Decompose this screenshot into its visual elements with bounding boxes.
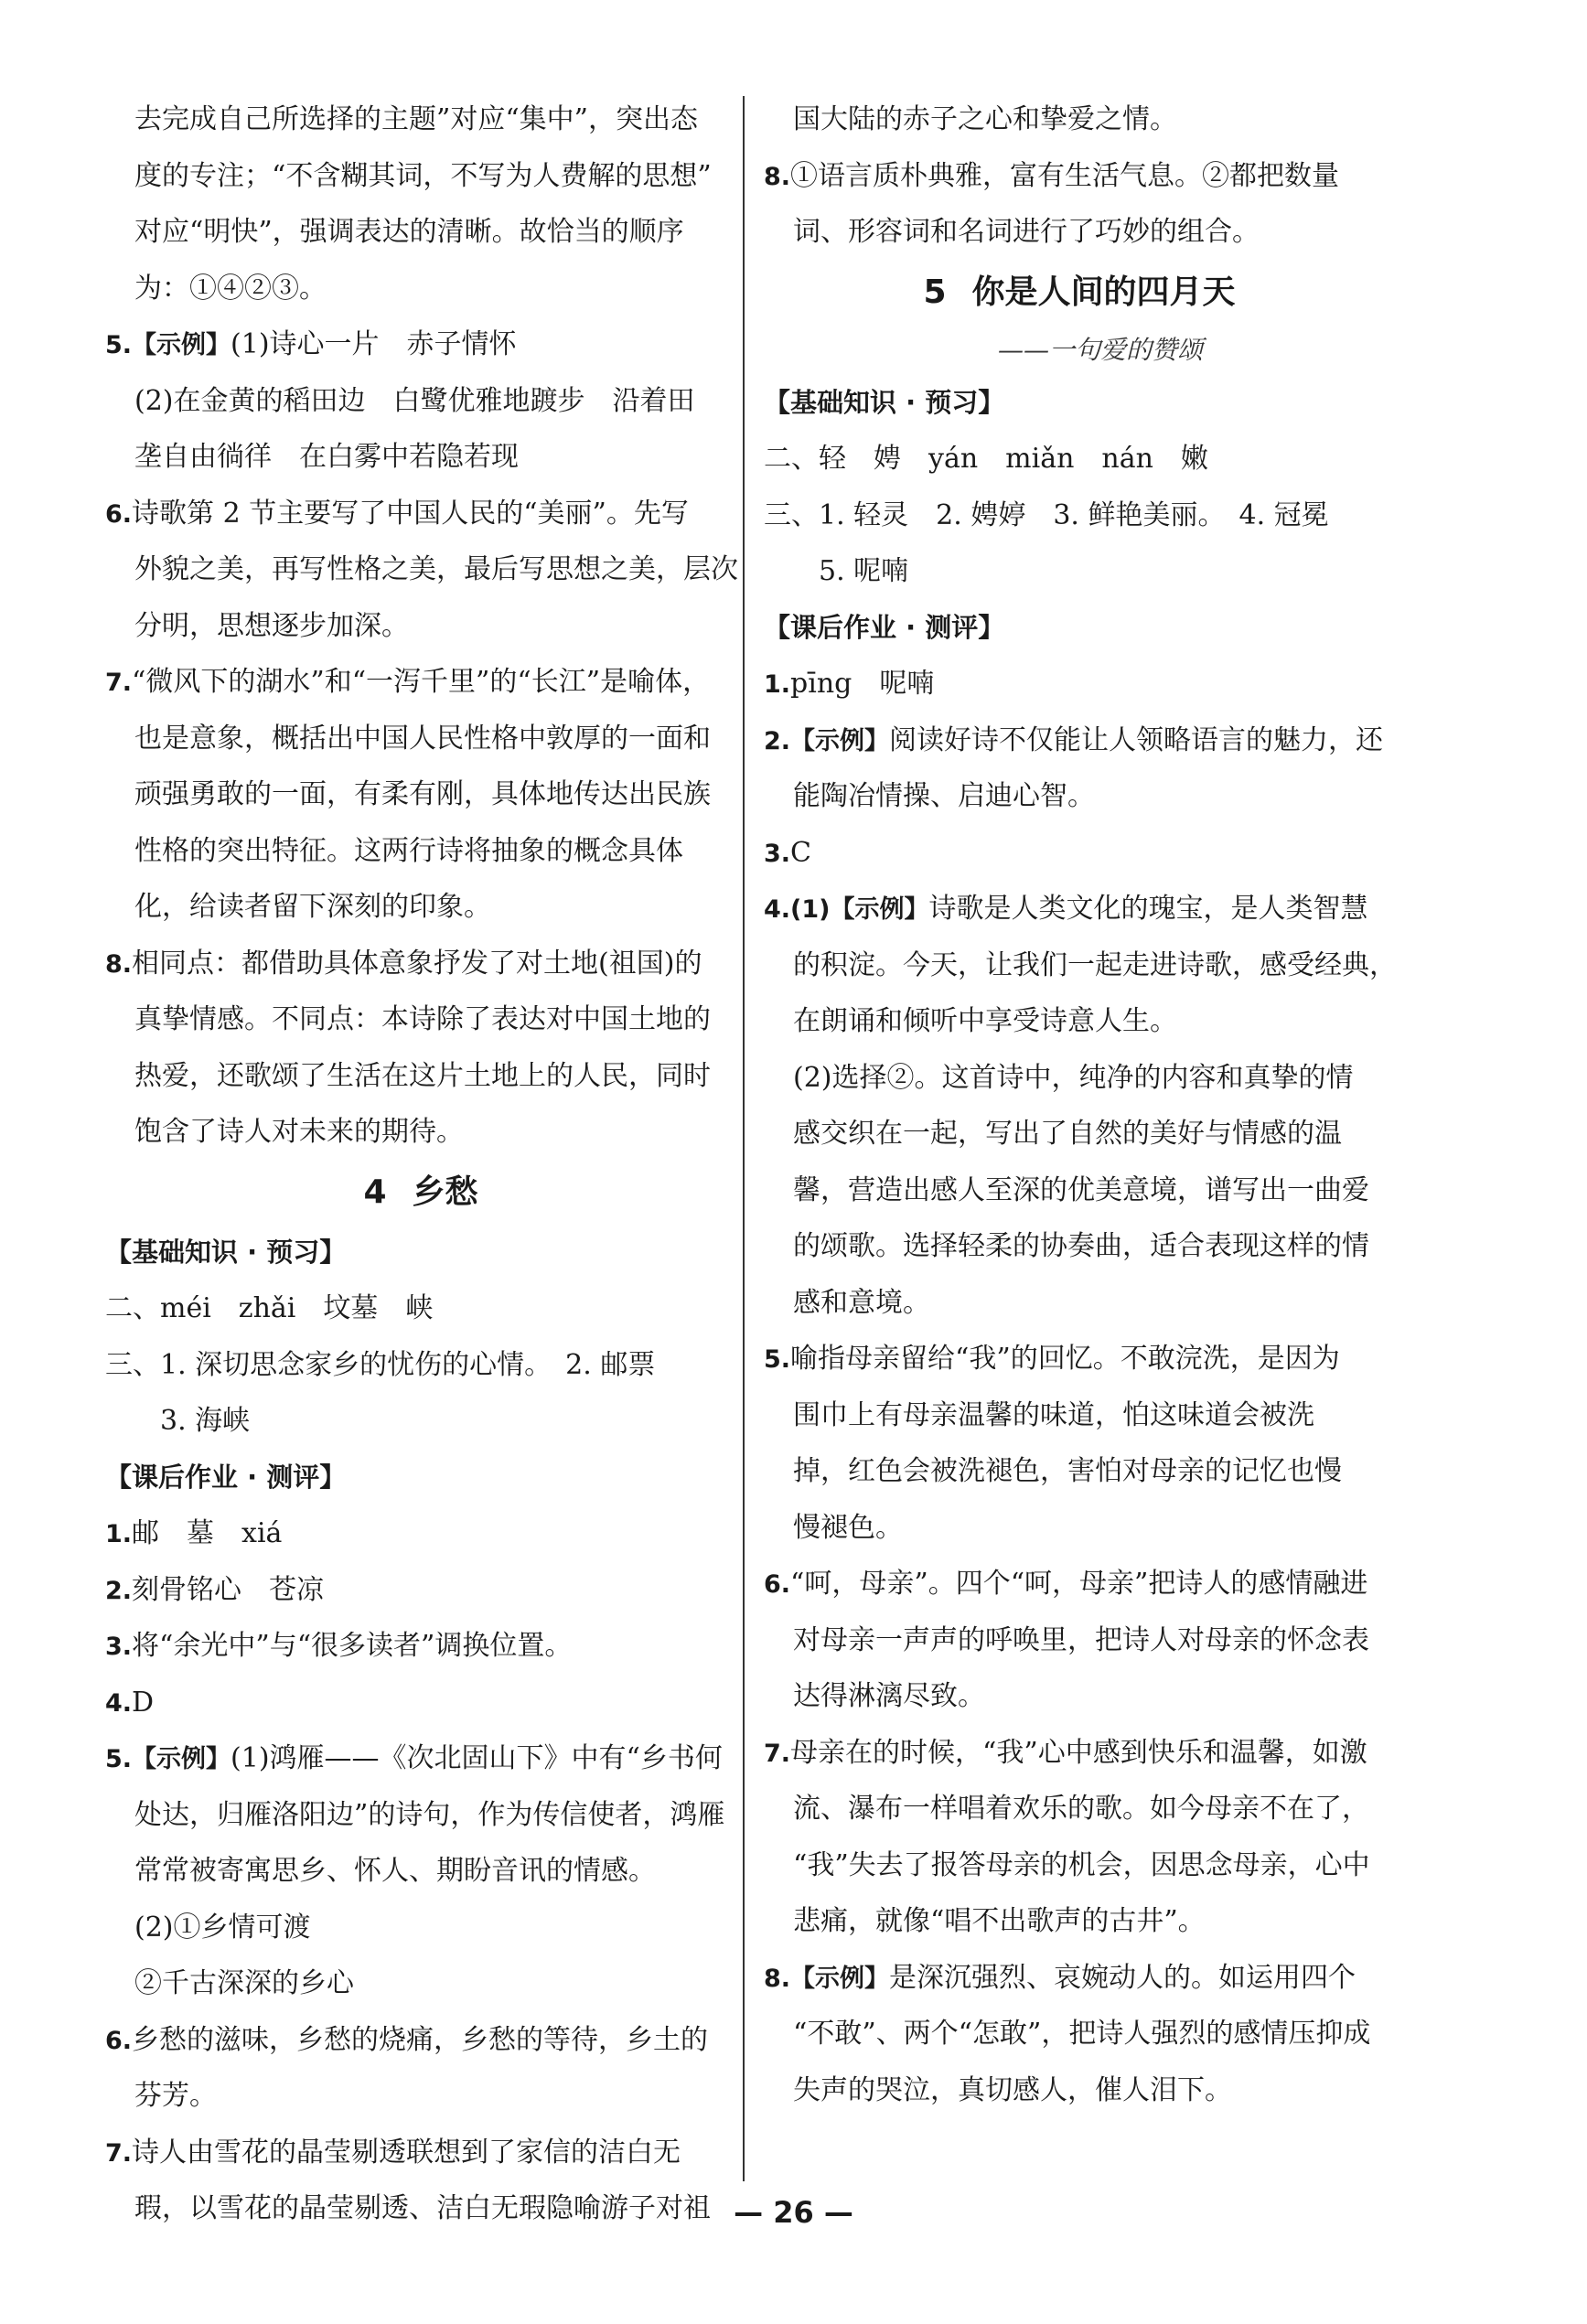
question-number: 4. bbox=[764, 895, 791, 924]
answer-text: 国大陆的赤子之心和挚爱之情。 bbox=[793, 103, 1177, 135]
answer-line bbox=[105, 1787, 736, 1844]
answer-line bbox=[105, 1337, 736, 1394]
answer-text: 喻指母亲留给“我”的回忆。不敢浣洗，是因为 bbox=[790, 1343, 1340, 1375]
question-number: 4. bbox=[105, 1688, 133, 1718]
question-number: 2. bbox=[764, 726, 791, 755]
answer-text: (1)诗心一片 赤子情怀 bbox=[231, 328, 517, 360]
example-tag: 【示例】 bbox=[132, 1745, 231, 1773]
answer-text: 顽强勇敢的一面，有柔有刚，具体地传达出民族 bbox=[134, 778, 711, 810]
answer-text: 真挚情感。不同点：本诗除了表达对中国土地的 bbox=[134, 1003, 711, 1035]
answer-line bbox=[105, 541, 736, 598]
example-tag: (1)【示例】 bbox=[790, 895, 929, 924]
answer-text: 芬芳。 bbox=[134, 2080, 217, 2112]
answer-line bbox=[764, 1612, 1395, 1669]
question-number: 5. bbox=[105, 1745, 133, 1773]
answer-text: 感交织在一起，写出了自然的美好与情感的温 bbox=[793, 1118, 1342, 1150]
answer-text: 词、形容词和名词进行了巧妙的组合。 bbox=[793, 216, 1260, 248]
answer-line bbox=[764, 487, 1395, 544]
answer-text: 是深沉强烈、哀婉动人的。如运用四个 bbox=[889, 1961, 1356, 1994]
lesson-title bbox=[764, 261, 1395, 325]
answer-text: “微风下的湖水”和“一泻千里”的“长江”是喻体， bbox=[132, 666, 711, 698]
question-number: 5. bbox=[764, 1345, 791, 1374]
question-number: 5. bbox=[105, 331, 133, 359]
answer-text: 感和意境。 bbox=[793, 1286, 930, 1319]
answer-line bbox=[105, 261, 736, 317]
answer-text: 母亲在的时候，“我”心中感到快乐和温馨，如激 bbox=[790, 1736, 1367, 1769]
answer-text: 悲痛，就像“唱不出歌声的古井”。 bbox=[793, 1905, 1206, 1937]
question-number: 7. bbox=[105, 2138, 133, 2168]
answer-text: 诗人由雪花的晶莹剔透联想到了家信的洁白无 bbox=[132, 2136, 681, 2169]
answer-line bbox=[105, 991, 736, 1048]
answer-text: 热爱，还歌颂了生活在这片土地上的人民，同时 bbox=[134, 1059, 711, 1092]
answer-line bbox=[105, 711, 736, 767]
question-number: 2. bbox=[105, 1576, 133, 1605]
answer-line bbox=[764, 2062, 1395, 2119]
answer-line bbox=[764, 1500, 1395, 1557]
answer-text: 围巾上有母亲温馨的味道，怕这味道会被洗 bbox=[793, 1398, 1314, 1431]
lesson-title-text: 乡愁 bbox=[412, 1173, 478, 1211]
example-tag: 【示例】 bbox=[790, 1964, 890, 1993]
question-number: 6. bbox=[105, 2026, 133, 2055]
answer-text: 化，给读者留下深刻的印象。 bbox=[134, 891, 491, 923]
answer-line bbox=[764, 1837, 1395, 1894]
answer-text: D bbox=[132, 1686, 155, 1719]
page-number: — 26 — bbox=[734, 2195, 853, 2230]
question-number: 8. bbox=[764, 162, 791, 191]
answer-line bbox=[105, 654, 736, 711]
answer-line bbox=[105, 429, 736, 486]
answer-text: (1)鸿雁——《次北固山下》中有“乡书何 bbox=[231, 1742, 723, 1774]
answer-text: 饱含了诗人对未来的期待。 bbox=[134, 1116, 464, 1148]
answer-text: 阅读好诗不仅能让人领略语言的魅力，还 bbox=[889, 723, 1384, 756]
section-heading: 【基础知识 · 预习】 bbox=[764, 386, 1005, 418]
answer-text: (2)①乡情可渡 bbox=[134, 1911, 311, 1944]
answer-line bbox=[105, 879, 736, 936]
answer-line bbox=[764, 1781, 1395, 1837]
answer-line bbox=[764, 1387, 1395, 1444]
answer-text: ②千古深深的乡心 bbox=[134, 1967, 354, 1999]
answer-text: 瑕，以雪花的晶莹剔透、洁白无瑕隐喻游子对祖 bbox=[134, 2192, 711, 2224]
answer-line bbox=[764, 937, 1395, 994]
answer-line bbox=[105, 2068, 736, 2125]
answer-line bbox=[105, 1730, 736, 1787]
answer-line bbox=[764, 148, 1395, 205]
answer-line bbox=[764, 204, 1395, 261]
lesson-number: 4 bbox=[363, 1173, 387, 1211]
answer-text: 诗歌是人类文化的瑰宝，是人类智慧 bbox=[928, 893, 1368, 925]
answer-line bbox=[764, 712, 1395, 769]
answer-text: 达得淋漓尽致。 bbox=[793, 1680, 985, 1712]
lesson-subtitle: ——一句爱的赞颂 bbox=[997, 334, 1203, 365]
answer-line bbox=[764, 993, 1395, 1050]
answer-line bbox=[764, 768, 1395, 825]
answer-text: C bbox=[790, 836, 812, 869]
answer-text: 的颂歌。选择轻柔的协奏曲，适合表现这样的情 bbox=[793, 1230, 1369, 1262]
lesson-title bbox=[105, 1161, 736, 1225]
answer-line bbox=[105, 1675, 736, 1731]
answer-line bbox=[105, 91, 736, 148]
answer-line bbox=[105, 1900, 736, 1956]
answer-line bbox=[764, 1668, 1395, 1725]
answer-text: 外貌之美，再写性格之美，最后写思想之美，层次 bbox=[134, 553, 738, 585]
answer-text: 诗歌第 2 节主要写了中国人民的“美丽”。先写 bbox=[132, 497, 689, 530]
question-number: 3. bbox=[105, 1633, 133, 1661]
answer-line bbox=[105, 2125, 736, 2181]
answer-line bbox=[105, 766, 736, 823]
lesson-title-text: 你是人间的四月天 bbox=[971, 273, 1236, 311]
answer-text: 三、1. 深切思念家乡的忧伤的心情。 2. 邮票 bbox=[105, 1348, 656, 1381]
answer-line bbox=[105, 148, 736, 205]
answer-line bbox=[105, 2012, 736, 2069]
lesson-number: 5 bbox=[923, 273, 947, 311]
answer-text: 馨，营造出感人至深的优美意境，谱写出一曲爱 bbox=[793, 1173, 1369, 1206]
answer-text: 流、瀑布一样唱着欢乐的歌。如今母亲不在了， bbox=[793, 1793, 1369, 1825]
answer-line bbox=[105, 1104, 736, 1161]
question-number: 3. bbox=[764, 839, 791, 868]
answer-text: 5. 呢喃 bbox=[819, 555, 909, 587]
answer-line bbox=[764, 431, 1395, 487]
answer-line bbox=[764, 1443, 1395, 1500]
answer-text: 3. 海峡 bbox=[160, 1405, 251, 1437]
answer-text: 慢褪色。 bbox=[793, 1511, 903, 1544]
answer-text: 邮 墓 xiá bbox=[132, 1517, 283, 1549]
answer-line bbox=[764, 2006, 1395, 2062]
column-divider bbox=[743, 96, 745, 2181]
answer-line bbox=[764, 1556, 1395, 1612]
answer-line bbox=[105, 1280, 736, 1337]
answer-text: 的积淀。今天，让我们一起走进诗歌，感受经典， bbox=[793, 948, 1397, 981]
answer-line bbox=[105, 1048, 736, 1105]
answer-line bbox=[764, 1950, 1395, 2007]
answer-text: 垄自由徜徉 在白雾中若隐若现 bbox=[134, 441, 519, 473]
answer-line bbox=[764, 1162, 1395, 1219]
answer-text: 去完成自己所选择的主题”对应“集中”，突出态 bbox=[134, 103, 699, 135]
right-column bbox=[764, 91, 1395, 2118]
answer-text: 能陶冶情操、启迪心智。 bbox=[793, 780, 1095, 812]
answer-text: 常常被寄寓思乡、怀人、期盼音讯的情感。 bbox=[134, 1855, 656, 1887]
answer-line bbox=[764, 881, 1395, 937]
answer-line bbox=[105, 373, 736, 430]
answer-line bbox=[105, 204, 736, 261]
answer-text: 在朗诵和倾听中享受诗意人生。 bbox=[793, 1005, 1177, 1037]
answer-line bbox=[105, 1618, 736, 1675]
example-tag: 【示例】 bbox=[132, 331, 231, 359]
answer-line bbox=[764, 91, 1395, 148]
question-number: 6. bbox=[764, 1570, 791, 1599]
answer-text: 也是意象，概括出中国人民性格中敦厚的一面和 bbox=[134, 722, 711, 755]
question-number: 8. bbox=[764, 1964, 791, 1993]
answer-text: 失声的哭泣，真切感人，催人泪下。 bbox=[793, 2073, 1232, 2106]
answer-text: 相同点：都借助具体意象抒发了对土地(祖国)的 bbox=[132, 947, 702, 980]
answer-text: ①语言质朴典雅，富有生活气息。②都把数量 bbox=[790, 159, 1340, 192]
left-column bbox=[105, 91, 736, 2237]
answer-text: 对应“明快”，强调表达的清晰。故恰当的顺序 bbox=[134, 216, 684, 248]
question-number: 1. bbox=[764, 670, 791, 699]
answer-text: 二、轻 娉 yán miǎn nán 嫩 bbox=[764, 443, 1208, 475]
answer-line bbox=[105, 936, 736, 992]
answer-text: 乡愁的滋味，乡愁的烧痛，乡愁的等待，乡土的 bbox=[132, 2023, 709, 2056]
answer-line bbox=[105, 823, 736, 880]
answer-line bbox=[105, 1843, 736, 1900]
answer-line bbox=[764, 656, 1395, 712]
answer-text: 处达，归雁洛阳边”的诗句，作为传信使者，鸿雁 bbox=[134, 1798, 725, 1831]
section-heading: 【课后作业 · 测评】 bbox=[764, 611, 1005, 643]
answer-line bbox=[105, 486, 736, 542]
answer-text: “不敢”、两个“怎敢”，把诗人强烈的感情压抑成 bbox=[793, 2018, 1371, 2050]
answer-line bbox=[764, 1893, 1395, 1950]
section-heading: 【基础知识 · 预习】 bbox=[105, 1236, 347, 1268]
example-tag: 【示例】 bbox=[790, 726, 890, 755]
answer-line bbox=[764, 1331, 1395, 1387]
question-number: 1. bbox=[105, 1520, 133, 1548]
section-heading: 【课后作业 · 测评】 bbox=[105, 1461, 347, 1493]
answer-line bbox=[105, 316, 736, 373]
answer-text: 对母亲一声声的呼唤里，把诗人对母亲的怀念表 bbox=[793, 1623, 1369, 1656]
answer-line bbox=[764, 1106, 1395, 1162]
question-number: 6. bbox=[105, 499, 133, 529]
answer-line bbox=[105, 1505, 736, 1562]
answer-line bbox=[764, 1275, 1395, 1332]
answer-line bbox=[105, 598, 736, 655]
answer-line bbox=[105, 1562, 736, 1619]
answer-line bbox=[764, 1050, 1395, 1107]
answer-line bbox=[764, 1725, 1395, 1782]
question-number: 7. bbox=[764, 1739, 791, 1768]
answer-line bbox=[764, 543, 1395, 600]
answer-text: 掉，红色会被洗褪色，害怕对母亲的记忆也慢 bbox=[793, 1455, 1342, 1487]
answer-text: (2)在金黄的稻田边 白鹭优雅地踱步 沿着田 bbox=[134, 384, 695, 417]
answer-line bbox=[105, 1955, 736, 2012]
answer-text: pīng 呢喃 bbox=[790, 668, 935, 700]
answer-line bbox=[105, 1393, 736, 1450]
answer-text: 二、méi zhǎi 坟墓 峡 bbox=[105, 1292, 434, 1324]
answer-line bbox=[764, 825, 1395, 882]
answer-text: 分明，思想逐步加深。 bbox=[134, 609, 409, 642]
answer-text: 性格的突出特征。这两行诗将抽象的概念具体 bbox=[134, 834, 683, 867]
answer-text: 将“余光中”与“很多读者”调换位置。 bbox=[132, 1630, 573, 1662]
answer-text: “呵，母亲”。四个“呵，母亲”把诗人的感情融进 bbox=[790, 1568, 1368, 1600]
answer-text: 刻骨铭心 苍凉 bbox=[132, 1573, 325, 1606]
question-number: 7. bbox=[105, 669, 133, 697]
answer-line bbox=[764, 1218, 1395, 1275]
question-number: 8. bbox=[105, 949, 133, 979]
answer-text: 为：①④②③。 bbox=[134, 272, 327, 305]
answer-text: 度的专注；“不含糊其词，不写为人费解的思想” bbox=[134, 159, 712, 192]
answer-text: (2)选择②。这首诗中，纯净的内容和真挚的情 bbox=[793, 1061, 1354, 1094]
answer-text: 三、1. 轻灵 2. 娉婷 3. 鲜艳美丽。 4. 冠冕 bbox=[764, 498, 1329, 531]
answer-text: “我”失去了报答母亲的机会，因思念母亲，心中 bbox=[793, 1848, 1370, 1881]
